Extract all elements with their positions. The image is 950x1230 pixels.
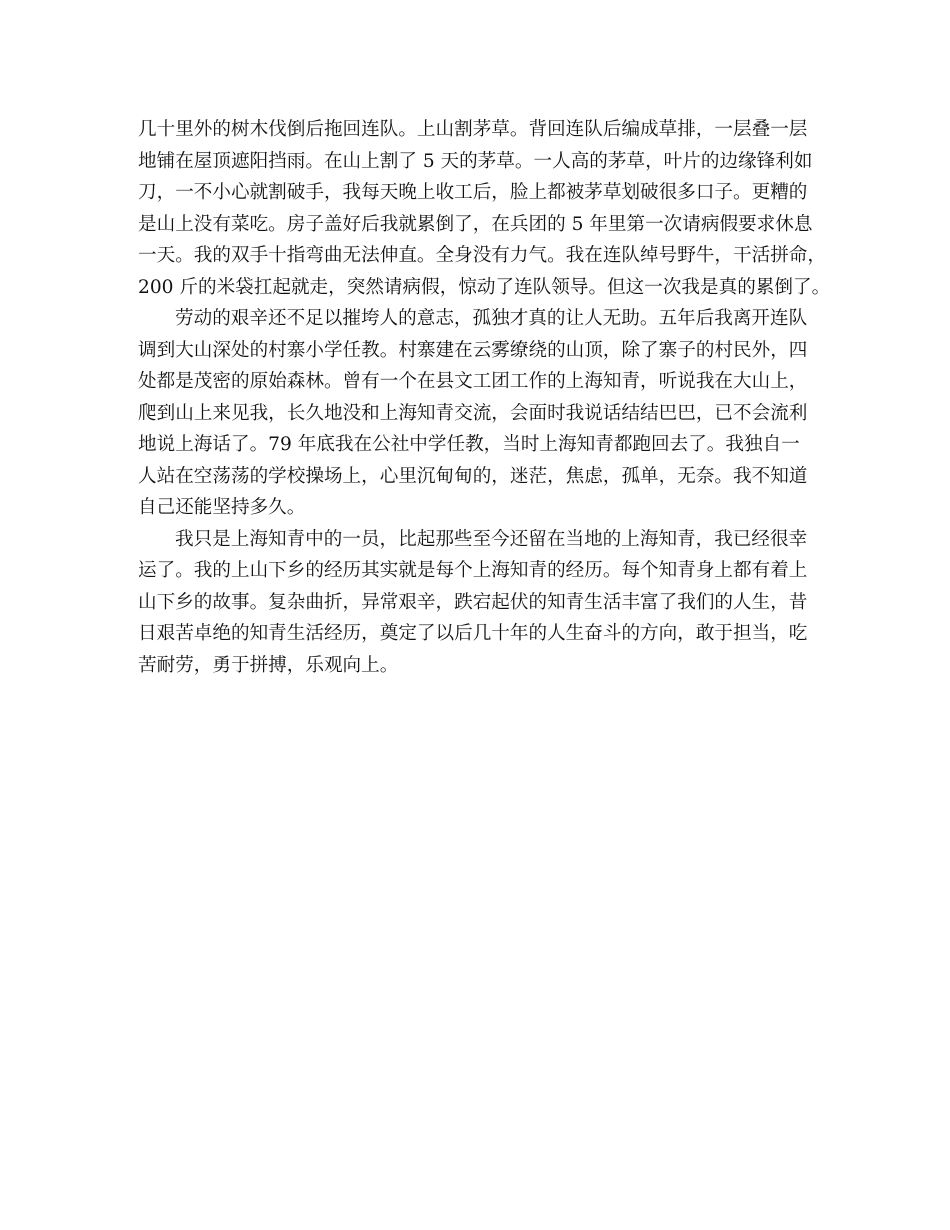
document-body [138, 114, 831, 681]
text-line: 运了。我的上山下乡的经历其实就是每个上海知青的经历。每个知青身上都有着上 [138, 560, 808, 581]
paragraph-1 [138, 114, 831, 303]
text-line: 山下乡的故事。复杂曲折，异常艰辛，跌宕起伏的知青生活丰富了我们的人生，昔 [138, 591, 808, 613]
text-line: 200 斤的米袋扛起就走，突然请病假，惊动了连队领导。但这一次我是真的累倒了。 [138, 276, 831, 298]
paragraph-3 [138, 524, 822, 682]
text-line: 调到大山深处的村寨小学任教。村寨建在云雾缭绕的山顶，除了寨子的村民外，四 [138, 339, 808, 361]
text-line: 苦耐劳，勇于拼搏，乐观向上。 [138, 654, 399, 676]
text-line: 处都是茂密的原始森林。曾有一个在县文工团工作的上海知青，听说我在大山上， [138, 371, 808, 392]
text-line: 人站在空荡荡的学校操场上，心里沉甸甸的，迷茫，焦虑，孤单，无奈。我不知道 [138, 465, 808, 487]
text-line: 地铺在屋顶遮阳挡雨。在山上割了 5 天的茅草。一人高的茅草，叶片的边缘锋利如 [138, 150, 813, 172]
paragraph-2 [138, 303, 822, 524]
text-line: 自己还能坚持多久。 [138, 497, 306, 518]
text-line: 一天。我的双手十指弯曲无法伸直。全身没有力气。我在连队绰号野牛，干活拼命， [138, 245, 826, 266]
text-line: 几十里外的树木伐倒后拖回连队。上山割茅草。背回连队后编成草排，一层叠一层 [138, 119, 808, 140]
text-line: 刀，一不小心就割破手，我每天晚上收工后，脸上都被茅草划破很多口子。更糟的 [138, 182, 808, 203]
text-line: 劳动的艰辛还不足以摧垮人的意志，孤独才真的让人无助。五年后我离开连队 [175, 308, 808, 329]
text-line: 地说上海话了。79 年底我在公社中学任教，当时上海知青都跑回去了。我独自一 [138, 434, 800, 455]
text-line: 爬到山上来见我，长久地没和上海知青交流，会面时我说话结结巴巴，已不会流利 [138, 402, 808, 424]
text-line: 是山上没有菜吃。房子盖好后我就累倒了，在兵团的 5 年里第一次请病假要求休息 [138, 213, 813, 235]
text-line: 我只是上海知青中的一员，比起那些至今还留在当地的上海知青，我已经很幸 [175, 528, 808, 550]
text-line: 日艰苦卓绝的知青生活经历，奠定了以后几十年的人生奋斗的方向，敢于担当，吃 [138, 623, 808, 644]
